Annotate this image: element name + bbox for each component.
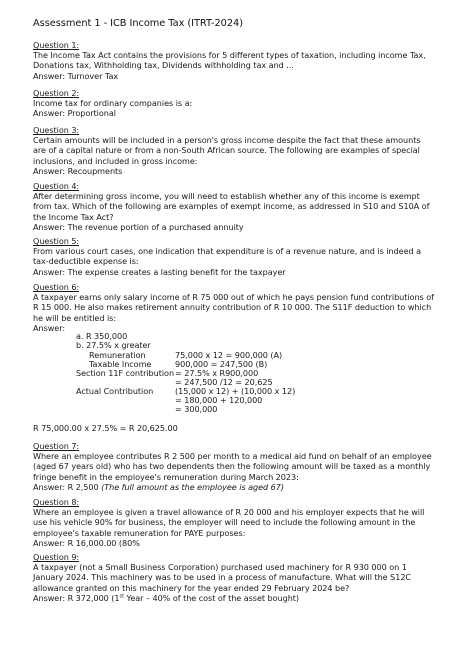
question-8 <box>33 497 443 548</box>
working-row-label: Taxable Income <box>89 359 152 369</box>
working-row-value: = 180,000 + 120,000 <box>175 395 263 405</box>
answer-text: Answer: The expense creates a lasting benefit for the taxpayer <box>33 266 286 277</box>
question-label: Question 4: <box>33 181 80 191</box>
question-text: The Income Tax Act contains the provisions for 5 different types of taxation, including income Tax, <box>33 50 426 61</box>
answer-text: Answer: Proportional <box>33 108 116 119</box>
working-row-label: Actual Contribution <box>76 386 154 396</box>
answer-text: Answer: Recoupments <box>33 165 123 176</box>
question-text: he will be entitled is: <box>33 312 116 323</box>
answer-pre: Answer: R 372,000 (1 <box>33 592 120 603</box>
working-row-value: = 27.5% x R900,000 <box>175 368 259 378</box>
working-option-b: b. 27.5% x greater <box>76 340 151 350</box>
working-row-value: 75,000 x 12 = 900,000 (A) <box>175 350 283 360</box>
question-text: employee's taxable remuneration for PAYE purposes: <box>33 527 246 538</box>
question-text: use his vehicle 90% for business, the employer will need to include the following amount in the <box>33 517 416 528</box>
question-7 <box>33 441 443 492</box>
answer-post: Year – 40% of the cost of the asset bought) <box>123 592 300 603</box>
answer-value: Answer: R 2,500 <box>33 481 99 492</box>
question-text: the Income Tax Act? <box>33 211 114 222</box>
working-row-label: Section 11F contribution <box>76 368 175 378</box>
question-3 <box>33 125 443 176</box>
working-row-value: = 300,000 <box>175 404 218 414</box>
question-6 <box>33 282 443 333</box>
question-text: Certain amounts will be included in a person's gross income despite the fact that these amounts <box>33 135 421 146</box>
question-text: Donations tax, Withholding tax, Dividends withholding tax and ... <box>33 60 294 71</box>
answer-text <box>33 593 443 603</box>
working-result: R 75,000.00 x 27.5% = R 20,625.00 <box>33 423 178 433</box>
answer-note: (The full amount as the employee is aged 67) <box>101 481 284 492</box>
question-label: Question 7: <box>33 441 80 451</box>
answer-text: Answer: R 16,000.00 (80% <box>33 537 140 548</box>
question-text: Where an employee is given a travel allowance of R 20 000 and his employer expects that he will <box>33 507 425 518</box>
question-1 <box>33 40 443 81</box>
question-5 <box>33 236 443 277</box>
question-text: tax-deductible expense is: <box>33 256 139 267</box>
question-text: are of a capital nature or from a non-South African source. The following are examples of special <box>33 145 420 156</box>
answer-text: Answer: Turnover Tax <box>33 70 119 81</box>
question-text: Where an employee contributes R 2 500 per month to a medical aid fund on behalf of an employee <box>33 451 432 462</box>
question-text: January 2024. This machinery was to be used in a process of manufacture. What will the S12C <box>33 572 412 583</box>
question-9 <box>33 552 443 603</box>
question-text: (aged 67 years old) who has two dependents then the following amount will be taxed as a monthly <box>33 461 431 472</box>
working-row-value: = 247,500 /12 = 20,625 <box>175 377 273 387</box>
question-2 <box>33 88 443 119</box>
question-4 <box>33 181 443 232</box>
question-text: R 15 000. He also makes retirement annuity contribution of R 10 000. The S11F deduction to which <box>33 302 432 313</box>
answer-text: Answer: <box>33 322 66 333</box>
question-label: Question 9: <box>33 552 80 562</box>
answer-text <box>33 482 443 492</box>
answer-text: Answer: The revenue portion of a purchased annuity <box>33 221 244 232</box>
question-label: Question 8: <box>33 497 80 507</box>
question-text: inclusions, and included in gross income: <box>33 155 198 166</box>
question-label: Question 2: <box>33 88 80 98</box>
question-label: Question 5: <box>33 236 80 246</box>
question-text: allowance granted on this machinery for the year ended 29 February 2024 be? <box>33 582 350 593</box>
question-label: Question 6: <box>33 282 80 292</box>
question-label: Question 3: <box>33 125 80 135</box>
document-title: Assessment 1 - ICB Income Tax (ITRT-2024) <box>33 18 243 29</box>
question-text: A taxpayer earns only salary income of R 75 000 out of which he pays pension fund contributions of <box>33 292 434 303</box>
working-row-value: (15,000 x 12) + (10,000 x 12) <box>175 386 296 396</box>
question-text: from tax. Which of the following are examples of exempt income, as addressed in S10 and S10A of <box>33 201 430 212</box>
answer-superscript: st <box>119 593 124 600</box>
question-label: Question 1: <box>33 40 80 50</box>
question-text: From various court cases, one indication that expenditure is of a revenue nature, and is indeed a <box>33 246 422 257</box>
working-row-value: 900,000 = 247,500 (B) <box>175 359 268 369</box>
question-text: fringe benefit in the employee's remuneration during March 2023: <box>33 471 299 482</box>
question-text: After determining gross income, you will need to establish whether any of this income is exempt <box>33 191 420 202</box>
working-row-label: Remuneration <box>89 350 146 360</box>
question-text: Income tax for ordinary companies is a: <box>33 98 193 109</box>
question-text: A taxpayer (not a Small Business Corporation) purchased used machinery for R 930 000 on 1 <box>33 562 407 573</box>
working-option-a: a. R 350,000 <box>76 331 128 341</box>
